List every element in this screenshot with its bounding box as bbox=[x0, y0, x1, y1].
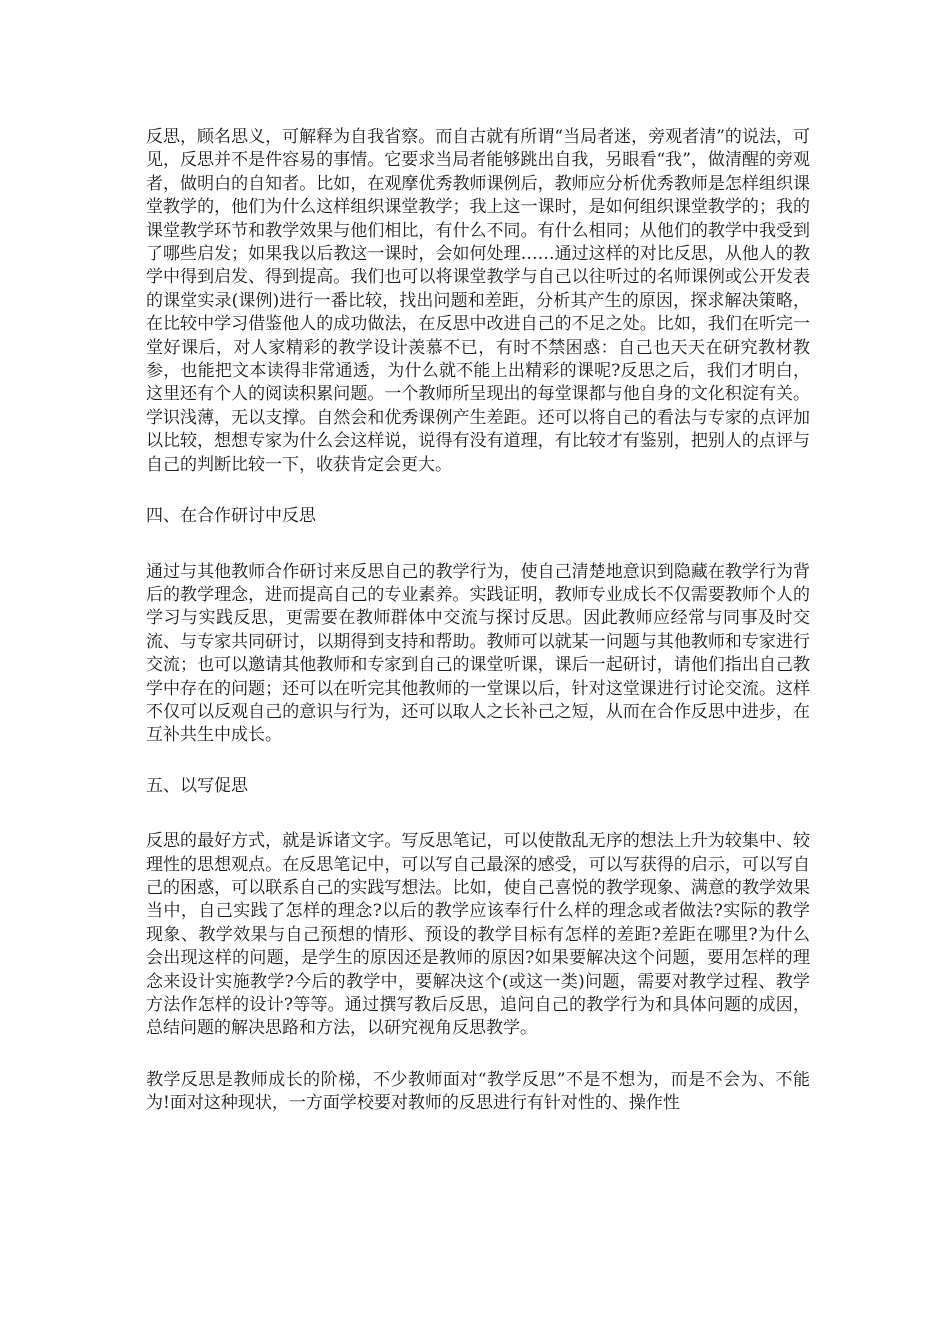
paragraph-comparison-reflection: 反思，顾名思义，可解释为自我省察。而自古就有所谓“当局者迷，旁观者清”的说法，可见，反思并不是件容易的事情。它要求当局者能够跳出自我，另眼看“我”，做清醒的旁观者，做明白的自知者。比如，在观摩优秀教师课例后，教师应分析优秀教师是怎样组织课堂教学的，他们为什么这样组织课堂教学；我上这一课时，是如何组织课堂教学的；我的课堂教学环节和教学效果与他们相比，有什么不同。有什么相同；从他们的教学中我受到了哪些启发；如果我以后教这一课时，会如何处理……通过这样的对比反思，从他人的教学中得到启发、得到提高。我们也可以将课堂教学与自己以往听过的名师课例或公开发表的课堂实录(课例)进行一番比较，找出问题和差距，分析其产生的原因，探求解决策略，在比较中学习借鉴他人的成功做法，在反思中改进自己的不足之处。比如，我们在听完一堂好课后，对人家精彩的教学设计羡慕不已，有时不禁困惑：自己也天天在研究教材教参，也能把文本读得非常通透，为什么就不能上出精彩的课呢?反思之后，我们才明白，这里还有个人的阅读积累问题。一个教师所呈现出的每堂课都与他自身的文化积淀有关。学识浅薄，无以支撑。自然会和优秀课例产生差距。还可以将自己的看法与专家的点评加以比较，想想专家为什么会这样说，说得有没有道理，有比较才有鉴别，把别人的点评与自己的判断比较一下，收获肯定会更大。 bbox=[146, 127, 810, 475]
section-heading-five: 五、以写促思 bbox=[146, 775, 248, 796]
paragraph-cooperative-reflection: 通过与其他教师合作研讨来反思自己的教学行为，使自己清楚地意识到隐藏在教学行为背后的教学理念，进而提高自己的专业素养。实践证明，教师专业成长不仅需要教师个人的学习与实践反思，更需要在教师群体中交流与探讨反思。因此教师应经常与同事及时交流、与专家共同研讨，以期得到支持和帮助。教师可以就某一问题与其他教师和专家进行交流；也可以邀请其他教师和专家到自己的课堂听课，课后一起研讨，请他们指出自己教学中存在的问题；还可以在听完其他教师的一堂课以后，针对这堂课进行讨论交流。这样不仅可以反观自己的意识与行为，还可以取人之长补己之短，从而在合作反思中进步，在互补共生中成长。 bbox=[146, 561, 810, 746]
document-page bbox=[146, 126, 810, 1116]
paragraph-reflection-ladder: 教学反思是教师成长的阶梯，不少教师面对“教学反思”不是不想为，而是不会为、不能为!面对这种现状，一方面学校要对教师的反思进行有针对性的、操作性 bbox=[146, 1069, 810, 1114]
section-heading-four: 四、在合作研讨中反思 bbox=[146, 506, 316, 527]
paragraph-writing-reflection: 反思的最好方式，就是诉诸文字。写反思笔记，可以使散乱无序的想法上升为较集中、较理性的思想观点。在反思笔记中，可以写自己最深的感受，可以写获得的启示，可以写自己的困惑，可以联系自己的实践写想法。比如，使自己喜悦的教学现象、满意的教学效果当中，自己实践了怎样的理念?以后的教学应该奉行什么样的理念或者做法?实际的教学现象、教学效果与自己预想的情形、预设的教学目标有怎样的差距?差距在哪里?为什么会出现这样的问题，是学生的原因还是教师的原因?如果要解决这个问题，要用怎样的理念来设计实施教学?今后的教学中，要解决这个(或这一类)问题，需要对教学过程、教学方法作怎样的设计?等等。通过撰写教后反思，追问自己的教学行为和具体问题的成因，总结问题的解决思路和方法，以研究视角反思教学。 bbox=[146, 831, 810, 1039]
